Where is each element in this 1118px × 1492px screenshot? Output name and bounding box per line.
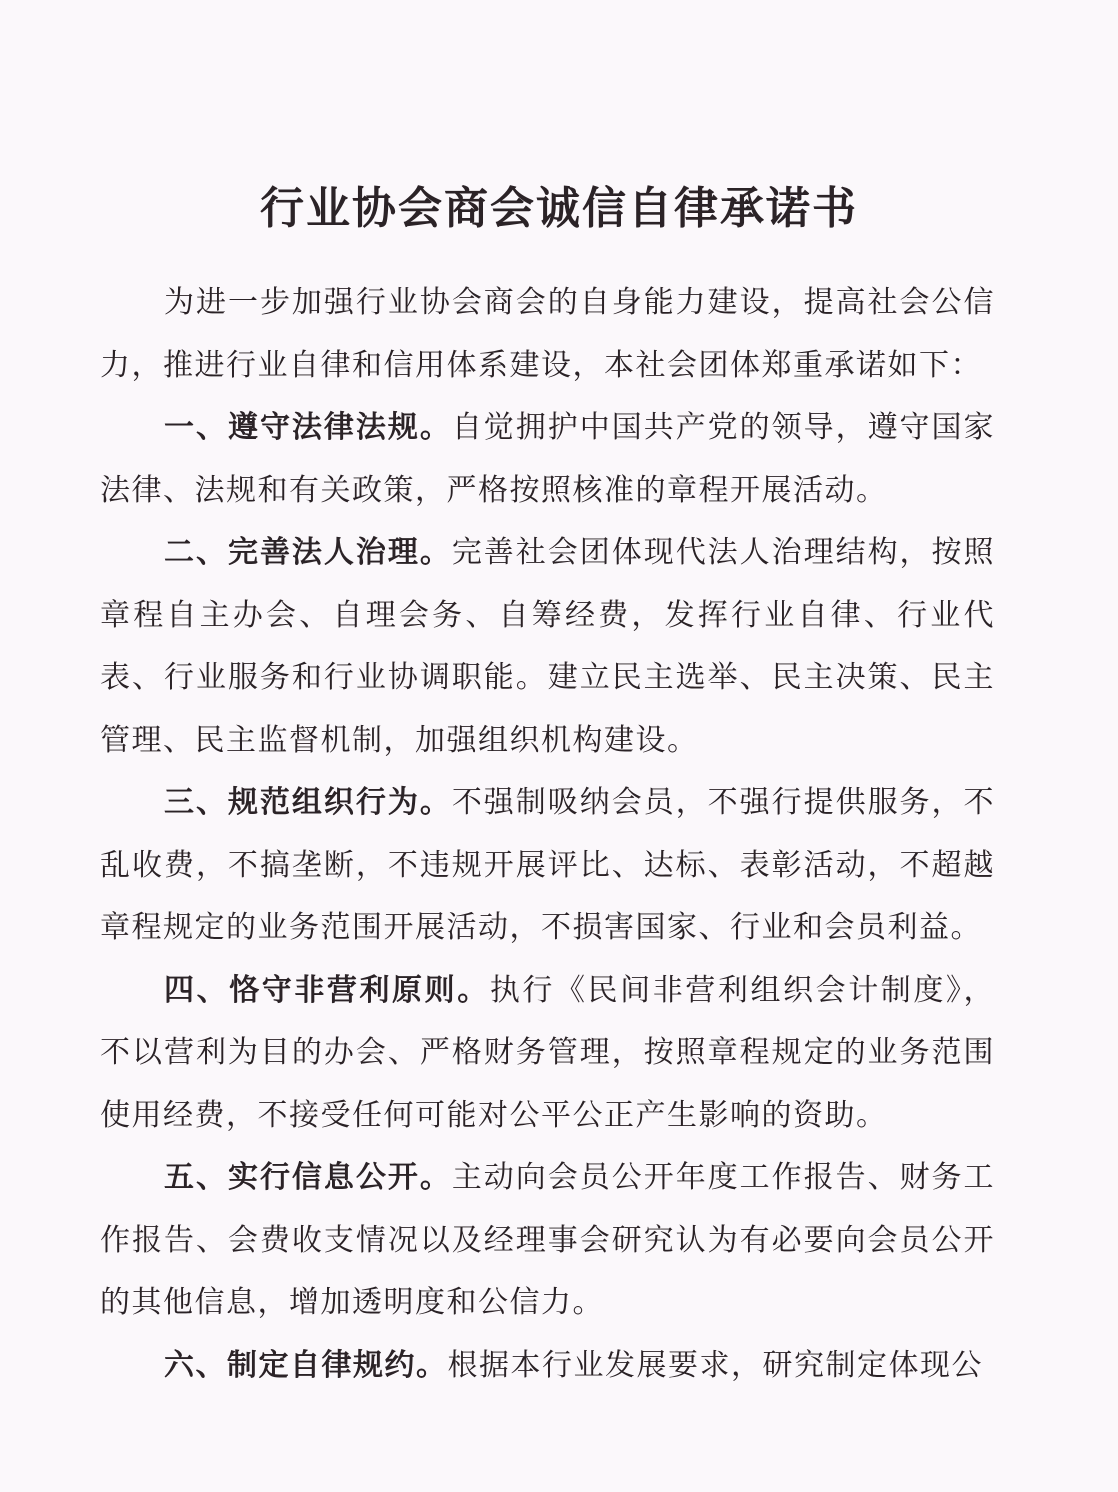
item-heading: 二、完善法人治理。 (164, 535, 452, 570)
item-heading: 三、规范组织行为。 (164, 785, 452, 820)
item-text: 主动向会员公开年度工作报告、财务工作报告、会费收支情况以及经理事会研究认为有必要向会员公开的其他信息，增加透明度和公信力。 (100, 1160, 996, 1320)
commitment-item-6 (100, 1335, 995, 1398)
intro-paragraph: 为进一步加强行业协会商会的自身能力建设，提高社会公信力，推进行业自律和信用体系建设，本社会团体郑重承诺如下： (100, 285, 995, 383)
item-heading: 六、制定自律规约。 (164, 1347, 448, 1383)
item-text: 执行《民间非营利组织会计制度》，不以营利为目的办会、严格财务管理，按照章程规定的业务范围使用经费，不接受任何可能对公平公正产生影响的资助。 (100, 972, 996, 1133)
commitment-item-4 (100, 960, 995, 1148)
commitment-item-2 (100, 522, 995, 772)
document-title: 行业协会商会诚信自律承诺书 (260, 183, 858, 234)
document-body (100, 272, 995, 1397)
commitment-item-1 (100, 397, 995, 522)
item-text: 根据本行业发展要求，研究制定体现公 (447, 1347, 983, 1383)
commitment-item-5 (100, 1147, 995, 1335)
item-heading: 五、实行信息公开。 (164, 1160, 452, 1195)
item-text: 自觉拥护中国共产党的领导，遵守国家法律、法规和有关政策，严格按照核准的章程开展活动。 (100, 410, 996, 508)
item-text: 不强制吸纳会员，不强行提供服务，不乱收费，不搞垄断，不违规开展评比、达标、表彰活动，不超越章程规定的业务范围开展活动，不损害国家、行业和会员利益。 (100, 785, 996, 945)
item-heading: 四、恪守非营利原则。 (164, 972, 490, 1008)
item-text: 完善社会团体现代法人治理结构，按照章程自主办会、自理会务、自筹经费，发挥行业自律、行业代表、行业服务和行业协调职能。建立民主选举、民主决策、民主管理、民主监督机制，加强组织机构建设。 (100, 535, 996, 758)
item-heading: 一、遵守法律法规。 (164, 410, 452, 445)
commitment-item-3 (100, 772, 995, 960)
